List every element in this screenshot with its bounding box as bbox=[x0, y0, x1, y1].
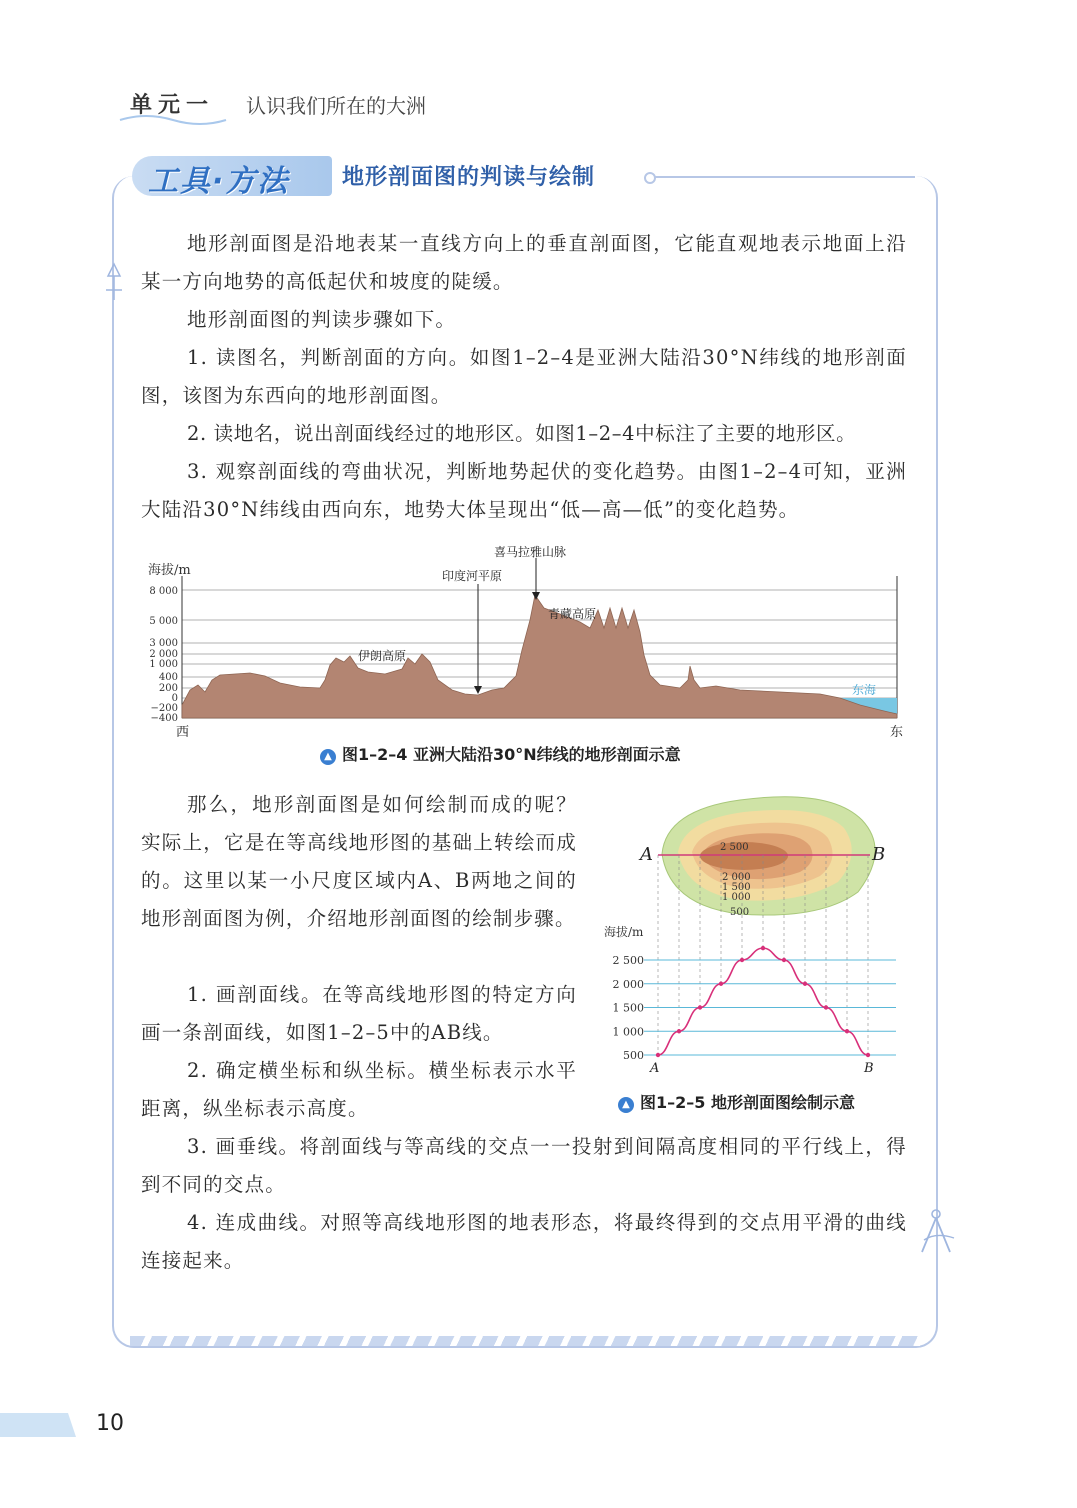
unit-title: 认识我们所在的大洲 bbox=[246, 94, 426, 118]
paragraph-step-1: 1. 读图名，判断剖面的方向。如图1–2–4是亚洲大陆沿30°N纬线的地形剖面图，该图为东西向的地形剖面图。 bbox=[141, 346, 907, 407]
profile-point bbox=[782, 958, 786, 962]
ytick: 500 bbox=[623, 1049, 644, 1062]
caption-triangle-icon: ▲ bbox=[320, 749, 336, 765]
contour-label: 2 500 bbox=[720, 842, 749, 853]
arrow-up-icon bbox=[104, 262, 124, 302]
section-title: 地形剖面图的判读与绘制 bbox=[342, 165, 596, 190]
label-himalaya: 喜马拉雅山脉 bbox=[494, 545, 567, 559]
profile-point bbox=[845, 1029, 849, 1033]
caption-triangle-icon: ▲ bbox=[618, 1097, 634, 1113]
contour-label: 2 000 bbox=[722, 872, 751, 883]
paragraph-draw-step-3: 3. 画垂线。将剖面线与等高线的交点一一投射到间隔高度相同的平行线上，得到不同的交点。 bbox=[141, 1135, 907, 1196]
profile-point bbox=[677, 1029, 681, 1033]
profile-point bbox=[761, 946, 765, 950]
ytick: 1 000 bbox=[612, 1025, 644, 1039]
ytick: 2 500 bbox=[612, 954, 644, 967]
figure-caption-1-2-4 bbox=[320, 742, 681, 765]
paragraph-step-2: 2. 读地名，说出剖面线经过的地形区。如图1–2–4中标注了主要的地形区。 bbox=[187, 422, 857, 445]
ytick: 2 000 bbox=[612, 977, 644, 991]
paragraph-steps-intro: 地形剖面图的判读步骤如下。 bbox=[187, 308, 457, 331]
paragraph-draw-step-2: 2. 确定横坐标和纵坐标。横坐标表示水平距离，纵坐标表示高度。 bbox=[141, 1059, 577, 1120]
profile-drawing-chart bbox=[600, 780, 910, 1080]
profile-point bbox=[824, 1005, 828, 1009]
contour-label: 1 000 bbox=[722, 892, 751, 903]
terrain-profile bbox=[182, 595, 897, 718]
caption-text: 图1–2–4 亚洲大陆沿30°N纬线的地形剖面示意 bbox=[342, 745, 681, 764]
profile-chart-30n bbox=[140, 540, 920, 740]
ytick: 1 000 bbox=[149, 659, 178, 670]
point-a-label: A bbox=[640, 844, 653, 865]
paragraph-intro: 地形剖面图是沿地表某一直线方向上的垂直剖面图，它能直观地表示地面上沿某一方向地势的高低起伏和坡度的陡缓。 bbox=[141, 232, 907, 293]
title-dot bbox=[644, 172, 656, 184]
bottom-stripe-decoration bbox=[130, 1336, 920, 1346]
profile-point bbox=[866, 1053, 870, 1057]
paragraph-draw-step-4: 4. 连成曲线。对照等高线地形图的地表形态，将最终得到的交点用平滑的曲线连接起来。 bbox=[141, 1211, 907, 1272]
frame-top-line bbox=[655, 176, 915, 178]
caption-text: 图1–2–5 地形剖面图绘制示意 bbox=[640, 1093, 855, 1112]
ytick: 400 bbox=[158, 672, 178, 683]
label-tibet-plateau: 青藏高原 bbox=[548, 607, 597, 621]
ytick: 0 bbox=[171, 693, 178, 704]
y-axis-label: 海拔/m bbox=[604, 925, 644, 939]
paragraph-draw-step-1: 1. 画剖面线。在等高线地形图的特定方向画一条剖面线，如图1–2–5中的AB线。 bbox=[141, 983, 577, 1044]
label-east-sea: 东海 bbox=[852, 683, 877, 697]
profile-curve bbox=[658, 948, 868, 1055]
page-number: 10 bbox=[96, 1411, 124, 1436]
profile-point bbox=[803, 982, 807, 986]
page-tab bbox=[0, 1413, 76, 1437]
ytick: 200 bbox=[158, 683, 178, 694]
tool-method-label: 工具·方法 bbox=[148, 164, 290, 199]
profile-point bbox=[656, 1053, 660, 1057]
label-indus-plain: 印度河平原 bbox=[442, 569, 503, 583]
ytick: −200 bbox=[150, 703, 178, 714]
unit-wave-decoration bbox=[118, 112, 228, 126]
profile-point bbox=[719, 982, 723, 986]
x-point-b: B bbox=[864, 1061, 874, 1076]
x-label-west: 西 bbox=[176, 725, 190, 740]
contour-map bbox=[662, 797, 875, 915]
profile-point bbox=[740, 958, 744, 962]
ytick: 1 500 bbox=[612, 1001, 644, 1015]
figure-caption-1-2-5 bbox=[618, 1090, 855, 1113]
compass-icon bbox=[914, 1206, 960, 1258]
profile-point bbox=[698, 1005, 702, 1009]
x-label-east: 东 bbox=[890, 725, 904, 740]
x-point-a: A bbox=[650, 1061, 660, 1076]
ytick: −400 bbox=[150, 713, 178, 724]
y-axis-label: 海拔/m bbox=[148, 563, 191, 578]
label-iran-plateau: 伊朗高原 bbox=[358, 649, 407, 663]
paragraph-step-3: 3. 观察剖面线的弯曲状况，判断地势起伏的变化趋势。由图1–2–4可知，亚洲大陆沿30°N纬线由西向东，地势大体呈现出“低—高—低”的变化趋势。 bbox=[141, 460, 907, 521]
contour-label: 1 500 bbox=[722, 882, 751, 893]
contour-label: 500 bbox=[730, 907, 750, 918]
ytick: 3 000 bbox=[149, 638, 178, 649]
ytick: 8 000 bbox=[149, 586, 178, 597]
unit-label: 单元一 bbox=[130, 93, 215, 118]
ytick: 2 000 bbox=[149, 649, 178, 660]
paragraph-drawing-intro: 那么，地形剖面图是如何绘制而成的呢？实际上，它是在等高线地形图的基础上转绘而成的。这里以某一小尺度区域内A、B两地之间的地形剖面图为例，介绍地形剖面图的绘制步骤。 bbox=[141, 793, 577, 930]
point-b-label: B bbox=[872, 844, 886, 865]
ytick: 5 000 bbox=[149, 616, 178, 627]
